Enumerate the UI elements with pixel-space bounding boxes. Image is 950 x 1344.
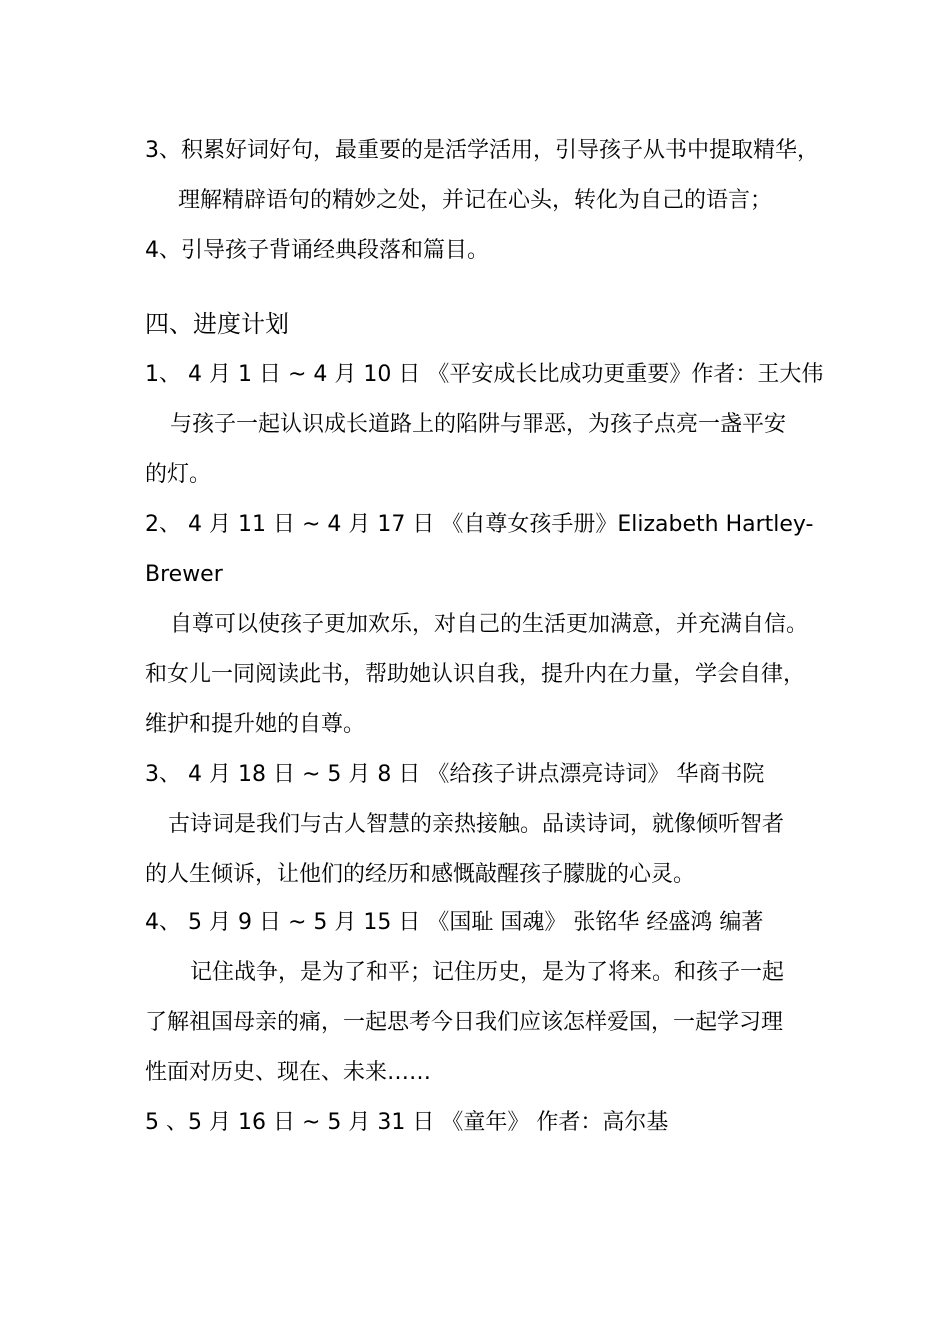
plan-item-4-desc-cont: 了解祖国母亲的痛，一起思考今日我们应该怎样爱国，一起学习理 [145, 1010, 784, 1035]
plan-item-2-cont: Brewer [145, 562, 223, 587]
plan-item-1-desc-cont: 的灯。 [145, 462, 212, 487]
plan-item-4-desc-cont: 性面对历史、现在、未来…… [145, 1060, 432, 1085]
plan-item-3-desc-cont: 的人生倾诉，让他们的经历和感慨敲醒孩子朦胧的心灵。 [145, 862, 696, 887]
plan-item-5: 5 、5 月 16 日 ~ 5 月 31 日 《童年》 作者：高尔基 [145, 1110, 669, 1135]
plan-item-3-desc: 古诗词是我们与古人智慧的亲热接触。品读诗词，就像倾听智者 [168, 812, 785, 837]
plan-item-3: 3、 4 月 18 日 ~ 5 月 8 日 《给孩子讲点漂亮诗词》 华商书院 [145, 762, 765, 787]
plan-item-4: 4、 5 月 9 日 ~ 5 月 15 日 《国耻 国魂》 张铭华 经盛鸿 编著 [145, 910, 764, 935]
plan-item-4-desc: 记住战争，是为了和平；记住历史，是为了将来。和孩子一起 [190, 960, 785, 985]
plan-item-1: 1、 4 月 1 日 ~ 4 月 10 日 《平安成长比成功更重要》作者：王大伟 [145, 362, 824, 387]
plan-item-1-desc: 与孩子一起认识成长道路上的陷阱与罪恶，为孩子点亮一盏平安 [170, 412, 787, 437]
list-item-3-continuation: 理解精辟语句的精妙之处，并记在心头，转化为自己的语言； [178, 188, 773, 213]
list-item-3: 3、积累好词好句，最重要的是活学活用，引导孩子从书中提取精华， [145, 138, 819, 163]
section-title: 四、进度计划 [145, 310, 289, 338]
list-item-4: 4、引导孩子背诵经典段落和篇目。 [145, 238, 489, 263]
plan-item-2-desc-cont: 和女儿一同阅读此书，帮助她认识自我，提升内在力量，学会自律， [145, 662, 806, 687]
plan-item-2-desc: 自尊可以使孩子更加欢乐，对自己的生活更加满意，并充满自信。 [170, 612, 809, 637]
plan-item-2-desc-cont: 维护和提升她的自尊。 [145, 712, 366, 737]
plan-item-2: 2、 4 月 11 日 ~ 4 月 17 日 《自尊女孩手册》Elizabeth Hartley- [145, 512, 814, 537]
